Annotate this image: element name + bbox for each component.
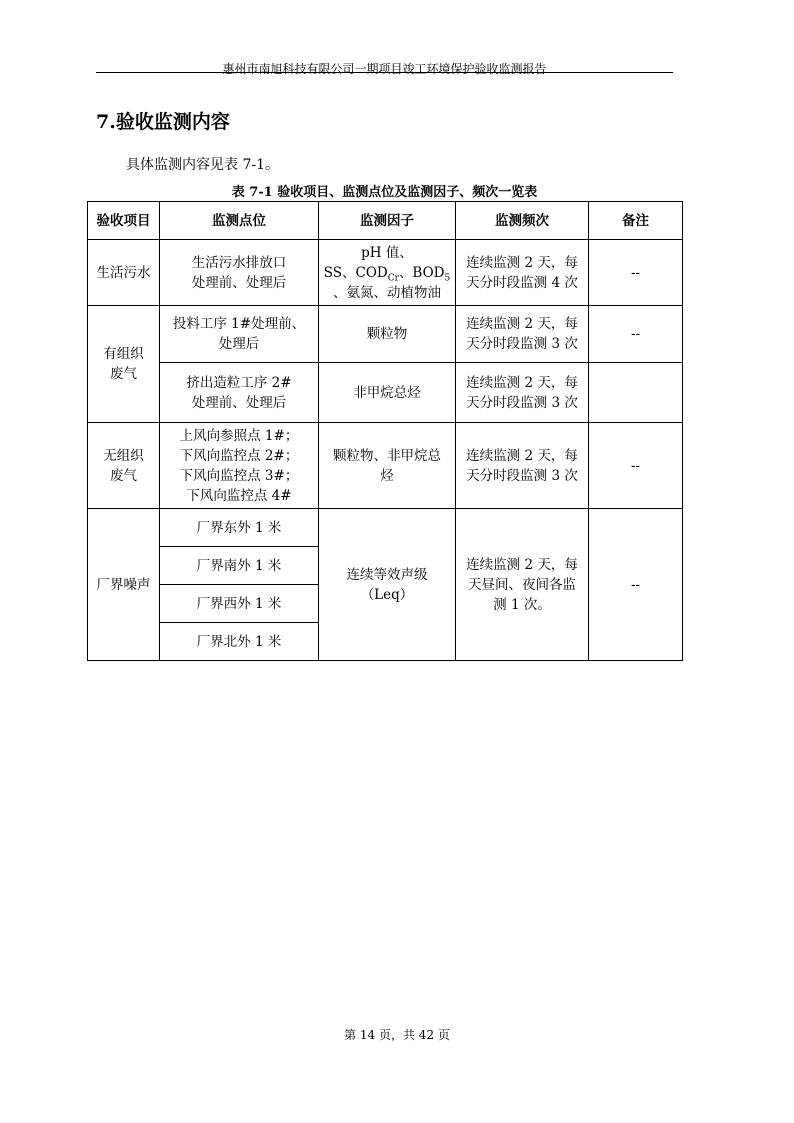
column-header: 监测因子 bbox=[319, 202, 456, 240]
item-cell: 厂界噪声 bbox=[88, 509, 160, 661]
point-text: 下风向监控点 4# bbox=[186, 487, 292, 504]
factor-cell bbox=[319, 240, 456, 306]
point-cell bbox=[160, 306, 319, 363]
item-cell: 生活污水 bbox=[88, 240, 160, 306]
point-cell: 厂界南外 1 米 bbox=[160, 547, 319, 585]
frequency-cell bbox=[456, 240, 589, 306]
point-cell: 厂界东外 1 米 bbox=[160, 509, 319, 547]
point-text: 处理前、处理后 bbox=[191, 274, 287, 291]
point-text: 上风向参照点 1#； bbox=[179, 427, 299, 444]
column-header: 备注 bbox=[589, 202, 683, 240]
point-text: 挤出造粒工序 2# bbox=[186, 374, 292, 391]
table-row bbox=[88, 423, 683, 509]
point-cell: 厂界西外 1 米 bbox=[160, 585, 319, 623]
section-title: 7.验收监测内容 bbox=[96, 111, 230, 133]
item-text: 废气 bbox=[110, 366, 137, 382]
frequency-text: 连续监测 2 天，每 bbox=[466, 316, 578, 332]
point-text: 处理后 bbox=[218, 336, 260, 352]
header-divider bbox=[96, 72, 673, 73]
factor-cell bbox=[319, 509, 456, 661]
factor-text: 颗粒物、非甲烷总 bbox=[333, 447, 441, 464]
item-text: 有组织 bbox=[103, 346, 144, 362]
point-text: 处理前、处理后 bbox=[191, 394, 287, 411]
table-row bbox=[88, 306, 683, 363]
report-header-title: 惠州市南旭科技有限公司一期项目竣工环境保护验收监测报告 bbox=[222, 62, 547, 76]
factor-text bbox=[321, 263, 453, 283]
frequency-text: 连续监测 2 天，每 bbox=[466, 374, 578, 391]
column-header: 验收项目 bbox=[88, 202, 160, 240]
table-row bbox=[88, 509, 683, 547]
column-header: 监测频次 bbox=[456, 202, 589, 240]
factor-bod-subscript: 5 bbox=[444, 273, 451, 284]
frequency-text: 连续监测 2 天，每 bbox=[466, 556, 578, 573]
frequency-text: 连续监测 2 天，每 bbox=[466, 447, 578, 464]
table-caption: 表 7-1 验收项目、监测点位及监测因子、频次一览表 bbox=[231, 185, 538, 200]
item-cell bbox=[88, 306, 160, 423]
remark-cell: -- bbox=[589, 240, 683, 306]
frequency-cell bbox=[456, 509, 589, 661]
item-text: 无组织 bbox=[103, 447, 144, 464]
table-row bbox=[88, 240, 683, 306]
point-cell: 厂界北外 1 米 bbox=[160, 623, 319, 661]
point-text: 下风向监控点 2#； bbox=[179, 447, 299, 464]
factor-cell: 非甲烷总烃 bbox=[319, 363, 456, 423]
factor-bod: 、BOD bbox=[398, 264, 445, 281]
frequency-text: 天分时段监测 4 次 bbox=[466, 274, 578, 291]
table-row bbox=[88, 363, 683, 423]
monitoring-table bbox=[87, 201, 683, 661]
page-number: 第 14 页，共 42 页 bbox=[344, 1028, 450, 1042]
remark-cell: -- bbox=[589, 306, 683, 363]
item-text: 废气 bbox=[110, 467, 137, 484]
frequency-text: 测 1 次。 bbox=[493, 596, 551, 613]
factor-cell bbox=[319, 423, 456, 509]
remark-cell: -- bbox=[589, 509, 683, 661]
factor-text: 烃 bbox=[380, 467, 394, 484]
frequency-text: 连续监测 2 天，每 bbox=[466, 254, 578, 271]
table-header-row bbox=[88, 202, 683, 240]
section-intro: 具体监测内容见表 7-1。 bbox=[126, 157, 279, 173]
column-header: 监测点位 bbox=[160, 202, 319, 240]
point-cell bbox=[160, 363, 319, 423]
point-cell bbox=[160, 423, 319, 509]
factor-cell: 颗粒物 bbox=[319, 306, 456, 363]
frequency-text: 天昼间、夜间各监 bbox=[468, 576, 576, 593]
factor-text: （Leq） bbox=[360, 586, 414, 603]
point-text: 下风向监控点 3#； bbox=[179, 467, 299, 484]
frequency-cell bbox=[456, 423, 589, 509]
factor-text: 连续等效声级 bbox=[346, 566, 428, 583]
point-cell bbox=[160, 240, 319, 306]
point-text: 投料工序 1#处理前、 bbox=[172, 316, 306, 332]
factor-text: 、氨氮、动植物油 bbox=[333, 284, 441, 301]
factor-cod-subscript: Cr bbox=[387, 273, 399, 284]
point-text: 生活污水排放口 bbox=[191, 254, 287, 271]
remark-cell bbox=[589, 363, 683, 423]
frequency-text: 天分时段监测 3 次 bbox=[466, 336, 578, 352]
remark-cell: -- bbox=[589, 423, 683, 509]
factor-text: pH 值、 bbox=[361, 244, 413, 261]
frequency-text: 天分时段监测 3 次 bbox=[466, 394, 578, 411]
frequency-cell bbox=[456, 363, 589, 423]
item-cell bbox=[88, 423, 160, 509]
factor-ss-cod: SS、COD bbox=[323, 264, 388, 281]
frequency-text: 天分时段监测 3 次 bbox=[466, 467, 578, 484]
frequency-cell bbox=[456, 306, 589, 363]
